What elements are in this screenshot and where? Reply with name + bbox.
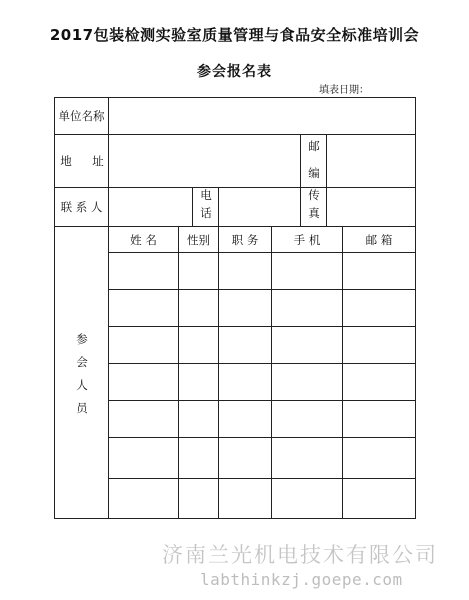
attendee-gender-field[interactable] [179,290,218,326]
fill-date-label: 填表日期： [319,85,369,96]
attendee-name-field[interactable] [109,364,178,400]
attendee-position-field[interactable] [219,290,271,326]
attendees-label-char: 会 [76,355,88,369]
unit-name-label: 单位名称 [58,109,105,123]
address-label-1: 地 [60,154,72,168]
attendee-mobile-field[interactable] [272,290,342,326]
attendee-email-field[interactable] [343,253,415,289]
address-label-2: 址 [92,154,104,168]
contact-field[interactable] [109,188,192,226]
attendee-name-field[interactable] [109,479,178,518]
attendee-name-field[interactable] [109,327,178,363]
attendees-label-char: 参 [76,332,88,346]
attendee-mobile-field[interactable] [272,327,342,363]
watermark-url: labthinkzj.goepe.com [200,570,403,589]
contact-label: 联 系 人 [60,200,103,214]
fax-label-2: 真 [308,206,320,220]
attendee-email-field[interactable] [343,438,415,478]
phone-field[interactable] [219,188,300,226]
attendee-email-field[interactable] [343,364,415,400]
attendee-mobile-field[interactable] [272,438,342,478]
header-email: 邮 箱 [365,232,393,247]
attendee-gender-field[interactable] [179,253,218,289]
attendee-mobile-field[interactable] [272,253,342,289]
phone-label-1: 电 [200,188,212,202]
attendee-position-field[interactable] [219,364,271,400]
attendee-position-field[interactable] [219,401,271,437]
header-mobile: 手 机 [293,232,321,247]
attendee-position-field[interactable] [219,327,271,363]
attendee-email-field[interactable] [343,290,415,326]
attendee-mobile-field[interactable] [272,479,342,518]
attendee-name-field[interactable] [109,438,178,478]
form-title: 2017包装检测实验室质量管理与食品安全标准培训会 [49,26,420,44]
attendee-gender-field[interactable] [179,438,218,478]
attendee-position-field[interactable] [219,479,271,518]
fax-label-1: 传 [308,188,320,202]
attendee-gender-field[interactable] [179,479,218,518]
attendee-mobile-field[interactable] [272,401,342,437]
unit-name-field[interactable] [109,98,415,134]
attendee-name-field[interactable] [109,401,178,437]
attendee-email-field[interactable] [343,327,415,363]
attendee-email-field[interactable] [343,401,415,437]
attendee-name-field[interactable] [109,253,178,289]
address-field[interactable] [109,135,300,187]
attendee-name-field[interactable] [109,290,178,326]
form-subtitle: 参会报名表 [197,64,272,80]
postcode-label-1: 邮 [308,139,320,153]
attendees-label-char: 员 [76,401,88,415]
attendee-gender-field[interactable] [179,364,218,400]
attendee-email-field[interactable] [343,479,415,518]
fax-field[interactable] [327,188,415,226]
attendee-gender-field[interactable] [179,327,218,363]
phone-label-2: 话 [200,206,212,220]
header-name: 姓 名 [130,232,157,247]
header-position: 职 务 [231,232,259,247]
attendee-position-field[interactable] [219,438,271,478]
postcode-field[interactable] [327,135,415,187]
postcode-label-2: 编 [308,166,320,180]
watermark-company: 济南兰光机电技术有限公司 [162,543,438,567]
attendee-mobile-field[interactable] [272,364,342,400]
attendee-position-field[interactable] [219,253,271,289]
header-gender: 性别 [187,232,210,247]
attendees-label-char: 人 [76,378,88,392]
attendee-gender-field[interactable] [179,401,218,437]
